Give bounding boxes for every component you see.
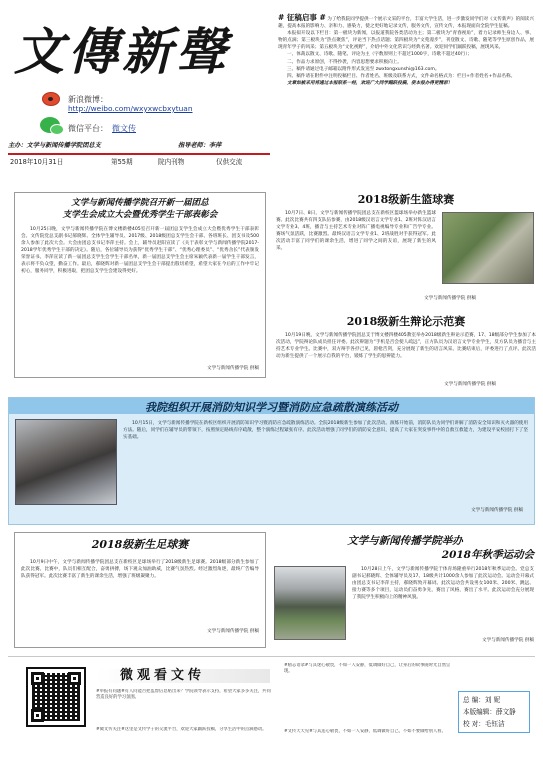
article-fire-drill — [8, 397, 535, 525]
article5-body: 10月9日中午，文学与新闻传播学院团总支在新校区足球场举行了2018级新生足球赛。2018级部分新生参加了此次比赛。比赛中，队员们相互配合，奋勇拼搏，场下观众加油助威，比赛气氛热烈。经过激烈角逐，最终广告编导队获得冠军。此次比赛丰富了新生的课余生活，增强了班级凝聚力。 — [21, 559, 259, 580]
masthead-divider — [8, 153, 270, 155]
editor-layout — [463, 706, 525, 718]
masthead-price: 仅供交流 — [216, 158, 243, 166]
fire-drill-photo — [15, 419, 117, 505]
wechat-link[interactable]: 微文传 — [112, 124, 136, 133]
article5-title: 2018级新生足球赛 — [91, 538, 189, 551]
notice-lead: 为了给我院同学提供一个展示文采的平台，丰富大学生活，进一步激发同学们对《文传新声》的阅读兴趣，提高本报的影响力、亲和力、感染力，使之更好地记录文传，服务文传，宣传文传，本报现面向全院学生征稿。 — [278, 17, 534, 30]
editor-layout-label: 本版编辑： — [463, 708, 496, 716]
editor-box — [458, 691, 530, 733]
article6-body: 10月28日上午，文学与新闻传播学院于体育场隆重举行2018年秋季运动会。党总支副书记郝晓辉、全体辅导员及17、18级共计1000余人参加了此次运动会。运动会开幕式由团总支书记李萍主持，郝晓辉致开幕词。此次运动会共设男女100米、200米、跳远、接力赛等多个项目，运动员们奋勇争先，赛出了风格，赛出了水平。此次运动会充分展现了我院学生积极向上的精神风貌。 — [352, 567, 534, 601]
sports-meet-photo — [274, 566, 346, 640]
masthead-title: 文傳新聲 — [14, 22, 230, 81]
notice-rule2: 二、作品力求原创，不得抄袭，内容思想要求积极向上。 — [287, 59, 402, 65]
masthead — [8, 12, 270, 187]
article6-title-line2: 2018年秋季运动会 — [441, 549, 534, 561]
qr-corner-tr — [68, 672, 81, 685]
article4-signature: 文学与新闻传播学院 供稿 — [471, 508, 523, 513]
wechat-label: 微信平台： — [68, 124, 108, 133]
masthead-date: 2018年10月31日 — [10, 158, 64, 166]
article3-body: 10月19日晚，文学与新闻传播学院团总支于博文楼四楼405教室举办2018级新生辩论示范赛，17、18级部分学生参加了本次活动，学院辩论队成员担任评委。此次辩题为“手机是否会使人疏远”，正方队员为汉语言文学专业学生，反方队员为播音与主持艺术专业学生。比赛中，双方辩手各抒己见，唇枪舌剑，充分展现了新生的语言风采。比赛结束后，评委进行了点评。此次活动为新生提供了一个展示自我的平台，锻炼了学生的思辨能力。 — [276, 332, 536, 360]
weibo-link[interactable]: http://weibo.com/wxyxwcbxytuan — [68, 104, 193, 113]
article1-body: 10月25日晚，文学与新闻传播学院在博文楼新楼405室召开新一届团总支学生会成立大会暨优秀学生干部表彰会。文传院党总支副书记郝晓辉、全体学生辅导员、2017级、2018级团总支学生会干部、各班班长、团支书及500余人参加了此次大会。大会由团总支书记李萍主持。会上，辅导员赵阳宣读了《关于表彰文学与新闻传播学院2017-2018学年优秀学生干部的决定》。随后，各位辅导员为获得“优秀学生干部”、“优秀心理委员”、“优秀舍长”代表颁发荣誉证书。李萍宣读了新一届团总支学生会学生干部名单，新一届团总支学生会主席朱颖代表新一届学生干部发言，表示将不负众望，勤奋工作。最后，郝晓辉对新一届团总支学生会干部提出殷切希望，希望大家在今后的工作中牢记初心，服务同学，积极进取，把团总支学生会建设得更好。 — [21, 226, 259, 275]
article2-body: 10月7日、8日，文学与新闻传播学院团总支在新校区篮球场举办新生篮球赛。此次比赛共有四支队伍参赛，由2018级汉语言文学专业1、2班对阵汉语言文学专业3、4班，播音与主持艺术专业对阵广播电视编导专业和广告学专业。赛场气氛活跃，比赛激烈。最终汉语言文学专业1、2班战胜对手获得冠军。此次活动丰富了同学们的课余生活，增进了同学之间的友谊，展现了新生的风采。 — [276, 211, 436, 252]
editor-chief-name: 刘 妮 — [484, 696, 501, 704]
masthead-circulation: 院内刊物 — [158, 158, 185, 166]
masthead-sponsor: 主办：文学与新闻传播学院团总支 — [8, 142, 101, 149]
call-for-papers — [278, 14, 534, 186]
editor-chief — [463, 694, 525, 706]
article1-title-line1: 文学与新闻传播学院召开新一届团总 — [71, 198, 209, 208]
editor-chief-label: 总 编： — [463, 696, 485, 704]
footer-note4: #文传天天见#与其违心敬畏，不如一人安静，低调做好自己，不如不要做给别人看。 — [284, 729, 446, 734]
qr-code[interactable] — [26, 667, 86, 727]
article3-signature: 文学与新闻传播学院 供稿 — [444, 381, 496, 387]
editor-layout-name: 薛文静 — [495, 708, 516, 716]
article-football — [14, 532, 266, 648]
article2-title: 2018级新生篮球赛 — [357, 193, 455, 206]
article6-title-line1: 文学与新闻传播学院举办 — [347, 535, 463, 547]
article2-signature: 文学与新闻传播学院 供稿 — [424, 296, 476, 301]
footer-note2: #微文传关注#这里是文传学子的交流平台，欢迎大家踊跃投稿，分享生活中的点滴感动。 — [96, 727, 267, 732]
notice-rule4: 四、稿件请在附件中注明投稿栏目、作者姓名、班级及联系方式，文件命名格式为：栏目+作者姓名+作品名称。 — [287, 73, 516, 79]
editor-proof — [463, 718, 525, 730]
qr-corner-bl — [31, 709, 44, 722]
masthead-advisor: 指导老师：李萍 — [178, 142, 222, 149]
article4-body: 10月15日，文学与新闻传播学院在新校区组织开展消防知识学习暨消防应急疏散演练活动。全院2018级新生参加了此次活动。演练开始前，消防队员为同学们讲解了消防安全知识和灭火器的使用方法。随后，同学们在辅导员的带领下，按照预定路线有序疏散，整个演练过程紧张有序。此次活动增强了同学们的消防安全意识，提高了大家在突发事件中的自救互救能力，为建设平安校园打下了坚实基础。 — [123, 421, 528, 441]
notice-rule3: 三、稿件请通过电子邮箱以附件形式发送至 zwxtongxunshi@163.com。 — [287, 66, 440, 72]
footer-title: 微观看文传 — [120, 668, 206, 683]
notice-heading: # 征稿启事 # — [278, 13, 326, 22]
qr-corner-tl — [31, 672, 44, 685]
notice-footnote: 文章如被采用将通过本报联系一经，欢迎广大同学踊跃投稿，使本报办得更精彩！ — [287, 80, 453, 86]
notice-body1: 本报拟开设以下栏目：第一板块为新闻，以报道我院各类活动为主；第二板块为“青春视角”，着力记录师生身边人、事、物的点滴；第三板块为“热点聚焦”，评论当下热点话题；第四板块为“文苑漫步”，刊登散文、诗歌、随笔等学生原创作品，展现青年学子的风采；第五板块为“文化视野”，介绍中外文化常识与经典名著。欢迎同学们踊跃投稿，展现风采。 — [278, 31, 534, 51]
basketball-photo — [442, 212, 534, 284]
weibo-eye — [48, 97, 53, 101]
editor-proof-name: 毛钰洁 — [484, 720, 505, 728]
article-sports-meet — [274, 532, 536, 650]
article4-title: 我院组织开展消防知识学习暨消防应急疏散演练活动 — [145, 401, 398, 414]
article1-signature: 文学与新闻传播学院 供稿 — [207, 365, 259, 371]
article-debate — [276, 314, 536, 387]
notice-rule1: 一、体裁以散文、诗歌、随笔、评论为主（字数原则上不超过1000字，诗歌不超过40行）； — [287, 52, 473, 58]
masthead-issue: 第55期 — [111, 158, 133, 166]
wechat-bubble-icon — [50, 124, 64, 135]
article5-signature: 文学与新闻传播学院 供稿 — [207, 628, 259, 634]
article-basketball — [276, 192, 536, 310]
weibo-label: 新浪微博： — [68, 95, 108, 104]
article-student-union — [14, 192, 266, 378]
article1-title-line2: 支学生会成立大会暨优秀学生干部表彰会 — [62, 210, 218, 221]
footer-note1: #举报有问题#有人问能否把监督信息贴出来？学院领导表示支持，希望大家多多关注，共同营造良好的学习氛围。 — [96, 689, 271, 701]
article3-title: 2018级新生辩论示范赛 — [346, 315, 466, 328]
article6-signature: 文学与新闻传播学院 供稿 — [482, 638, 534, 643]
footer — [8, 656, 535, 760]
editor-proof-label: 校 对： — [463, 720, 485, 728]
footer-note3: #励志语录#与其迷心敬畏，不如一人安静，低调做好自己，让身后的故事随时光自然呈现。 — [284, 663, 451, 675]
